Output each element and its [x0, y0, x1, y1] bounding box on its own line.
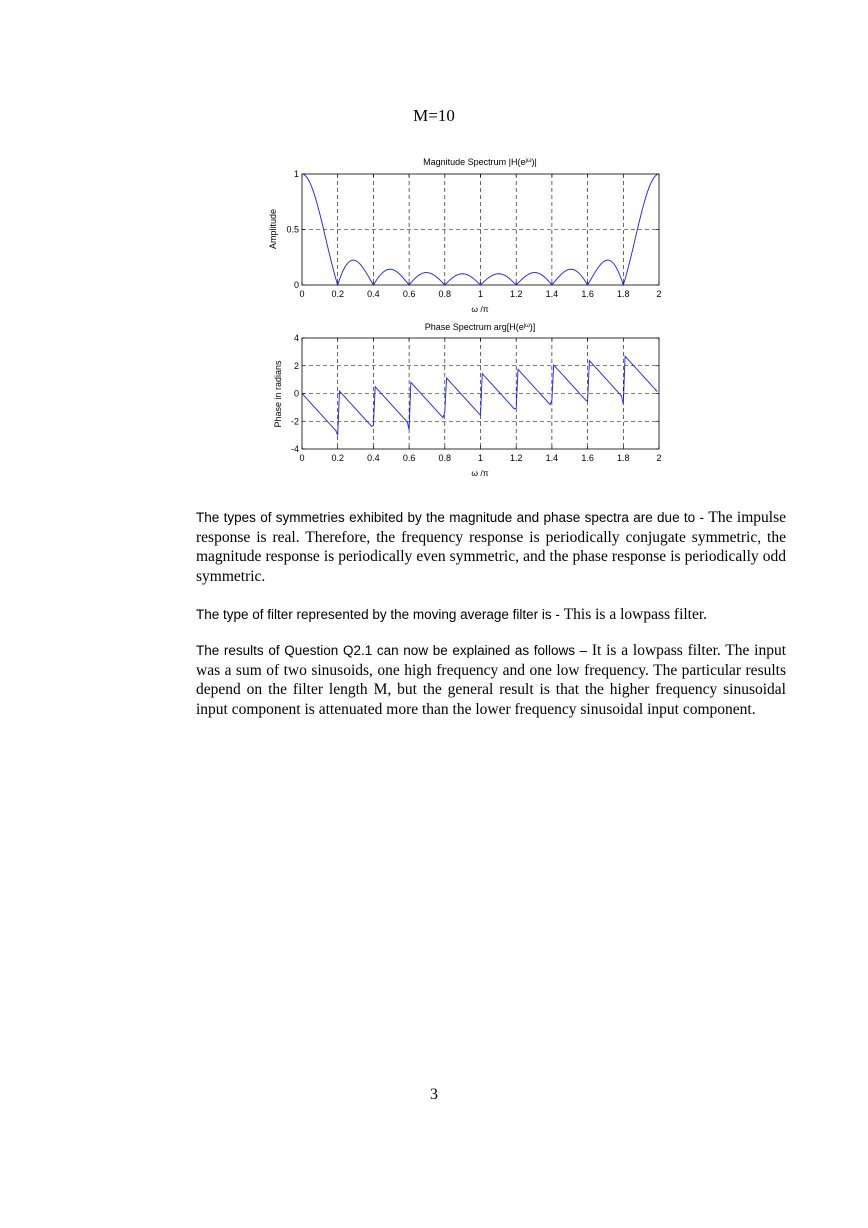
phase-ticks — [291, 333, 662, 463]
magnitude-xtick-label: 1.2 — [509, 289, 523, 299]
magnitude-ytick-label: 0 — [293, 280, 299, 290]
phase-ytick-label: -4 — [290, 444, 299, 454]
phase-xtick-label: 1.6 — [581, 453, 594, 463]
magnitude-xtick-label: 0.2 — [331, 289, 344, 299]
magnitude-xtick-label: 0.6 — [402, 289, 416, 299]
page-heading: M=10 — [413, 106, 455, 125]
phase-xtick-label: 0 — [299, 453, 305, 463]
phase-axes-box — [302, 338, 659, 449]
phase-xlabel: ω /π — [471, 468, 489, 478]
magnitude-xtick-label: 0.8 — [438, 289, 452, 299]
phase-xtick-label: 0.8 — [438, 453, 452, 463]
magnitude-ytick-label: 0.5 — [286, 224, 299, 235]
phase-ytick-label: 2 — [293, 360, 299, 371]
magnitude-grid — [302, 174, 659, 285]
magnitude-ylabel: Amplitude — [268, 208, 278, 250]
magnitude-xtick-label: 1.8 — [617, 289, 630, 299]
magnitude-xtick-label: 1 — [477, 289, 484, 299]
page-number: 3 — [430, 1086, 438, 1103]
magnitude-ticks — [286, 169, 661, 299]
phase-xtick-label: 1 — [477, 453, 484, 463]
paragraph-symmetries-answer: The impulse response is real. Therefore, the frequency response is periodically conjugate symmetric, the magnitude response is periodically even symmetric, and the phase response is periodically odd symmetric. — [196, 509, 787, 585]
magnitude-chart-title: Magnitude Spectrum $|H(e^{j\omega})|$ — [423, 157, 537, 167]
magnitude-ytick-label: 1 — [293, 169, 299, 179]
phase-ytick-label: -2 — [290, 416, 299, 427]
paragraph-results — [196, 641, 786, 719]
paragraph-symmetries-question: The types of symmetries exhibited by the magnitude and phase spectra are due to - — [196, 510, 709, 525]
paragraph-filter-type — [196, 605, 786, 625]
phase-ytick-label: 4 — [293, 333, 299, 343]
phase-xtick-label: 1.4 — [545, 453, 559, 463]
magnitude-series-line — [302, 174, 657, 285]
phase-chart-title: Phase Spectrum $arg[H(e^{j\omega})]$ — [424, 322, 536, 332]
magnitude-xlabel: ω /π — [471, 304, 489, 314]
phase-ytick-label: 0 — [293, 388, 299, 399]
phase-xtick-label: 0.2 — [331, 453, 344, 463]
phase-xtick-label: 0.6 — [402, 453, 416, 463]
paragraph-filter-type-question: The type of filter represented by the moving average filter is - — [196, 607, 564, 622]
magnitude-xtick-label: 1.4 — [545, 289, 559, 299]
magnitude-xtick-label: 0.4 — [367, 289, 380, 299]
magnitude-xtick-label: 1.6 — [581, 289, 594, 299]
phase-grid — [302, 338, 659, 449]
phase-xtick-label: 0.4 — [367, 453, 380, 463]
paragraph-symmetries — [196, 508, 786, 586]
paragraph-results-answer: It is a lowpass filter. The input was a sum of two sinusoids, one high frequency and one low frequency. The particular results depend on the filter length M, but the general result is that the higher frequency sinusoidal input component is attenuated more than the lower frequency sinusoidal input component. — [196, 642, 787, 718]
magnitude-axes-box — [302, 174, 659, 285]
phase-xtick-label: 1.2 — [509, 453, 523, 463]
phase-ylabel: Phase in radians — [273, 360, 283, 428]
phase-xtick-label: 1.8 — [617, 453, 630, 463]
paragraph-results-question: The results of Question Q2.1 can now be explained as follows – — [196, 643, 592, 658]
paragraph-filter-type-answer: This is a lowpass filter. — [563, 606, 708, 623]
magnitude-xtick-label: 0 — [299, 289, 305, 299]
phase-xtick-label: 2 — [656, 453, 662, 463]
phase-series-line — [302, 356, 657, 435]
magnitude-xtick-label: 2 — [656, 289, 662, 299]
